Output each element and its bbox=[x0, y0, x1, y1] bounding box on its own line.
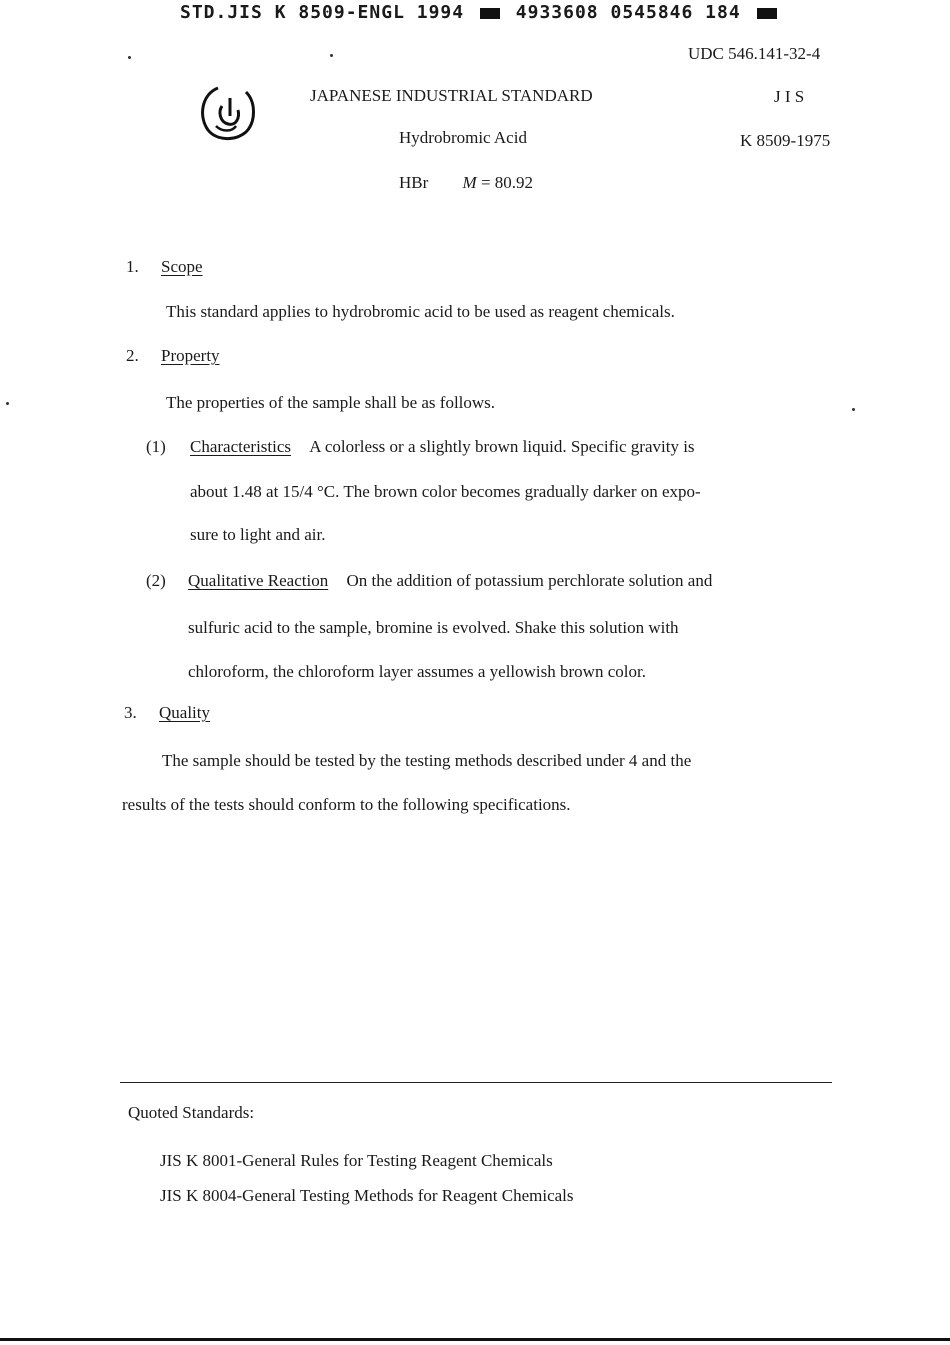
item-title: Characteristics bbox=[190, 437, 292, 456]
scan-speck bbox=[6, 402, 9, 405]
formula-text: HBr bbox=[399, 173, 429, 192]
jis-mark-text: J I S bbox=[774, 87, 805, 106]
item-2-line-1 bbox=[188, 571, 712, 591]
stamp-middle-text: 4933608 0545846 184 bbox=[515, 2, 741, 23]
quoted-standards-heading: Quoted Standards: bbox=[128, 1103, 255, 1122]
item-1-line-2: about 1.48 at 15/4 °C. The brown color becomes gradually darker on expo- bbox=[190, 482, 701, 501]
item-2-number: (2) bbox=[146, 571, 166, 590]
section-number: 2. bbox=[126, 346, 139, 365]
item-1-number: (1) bbox=[146, 437, 166, 456]
item-text: On the addition of potassium perchlorate solution and bbox=[346, 571, 713, 590]
scan-speck bbox=[852, 408, 855, 411]
quoted-standard-ref: JIS K 8004-General Testing Methods for Reagent Chemicals bbox=[160, 1186, 574, 1205]
molar-mass-symbol: M bbox=[462, 173, 477, 192]
item-2-line-2: sulfuric acid to the sample, bromine is evolved. Shake this solution with bbox=[188, 618, 679, 637]
section-1-heading bbox=[126, 257, 203, 277]
section-2-intro: The properties of the sample shall be as follows. bbox=[166, 393, 496, 412]
footnote-divider bbox=[120, 1082, 832, 1083]
document-stamp bbox=[180, 2, 781, 23]
item-title: Qualitative Reaction bbox=[188, 571, 329, 590]
stamp-block bbox=[757, 8, 777, 19]
standard-number: K 8509-1975 bbox=[740, 131, 831, 150]
section-3-line-1: The sample should be tested by the testing methods described under 4 and the bbox=[162, 751, 692, 770]
section-2-heading bbox=[126, 346, 220, 366]
section-1-text: This standard applies to hydrobromic acid to be used as reagent chemicals. bbox=[166, 302, 675, 321]
document-title: Hydrobromic Acid bbox=[399, 128, 527, 147]
organization-name: JAPANESE INDUSTRIAL STANDARD bbox=[310, 86, 593, 105]
jis-logo-icon bbox=[196, 82, 260, 146]
section-number: 3. bbox=[124, 703, 137, 722]
stamp-left-text: STD.JIS K 8509-ENGL 1994 bbox=[180, 2, 465, 23]
section-3-line-2: results of the tests should conform to the following specifications. bbox=[122, 795, 571, 814]
page-bottom-edge bbox=[0, 1338, 950, 1341]
scan-speck bbox=[128, 56, 131, 59]
section-3-heading bbox=[124, 703, 210, 723]
quoted-standard-ref: JIS K 8001-General Rules for Testing Reagent Chemicals bbox=[160, 1151, 553, 1170]
section-title: Property bbox=[161, 346, 220, 365]
item-2-line-3: chloroform, the chloroform layer assumes a yellowish brown color. bbox=[188, 662, 646, 681]
chemical-formula bbox=[399, 173, 533, 193]
molar-mass-value: = 80.92 bbox=[480, 173, 534, 192]
stamp-block bbox=[480, 8, 500, 19]
item-text: A colorless or a slightly brown liquid. Specific gravity is bbox=[309, 437, 695, 456]
item-1-line-3: sure to light and air. bbox=[190, 525, 326, 544]
udc-code: UDC 546.141-32-4 bbox=[688, 44, 821, 63]
item-1-line-1 bbox=[190, 437, 695, 457]
section-title: Quality bbox=[159, 703, 210, 722]
section-title: Scope bbox=[161, 257, 203, 276]
scan-speck bbox=[330, 54, 333, 57]
section-number: 1. bbox=[126, 257, 139, 276]
